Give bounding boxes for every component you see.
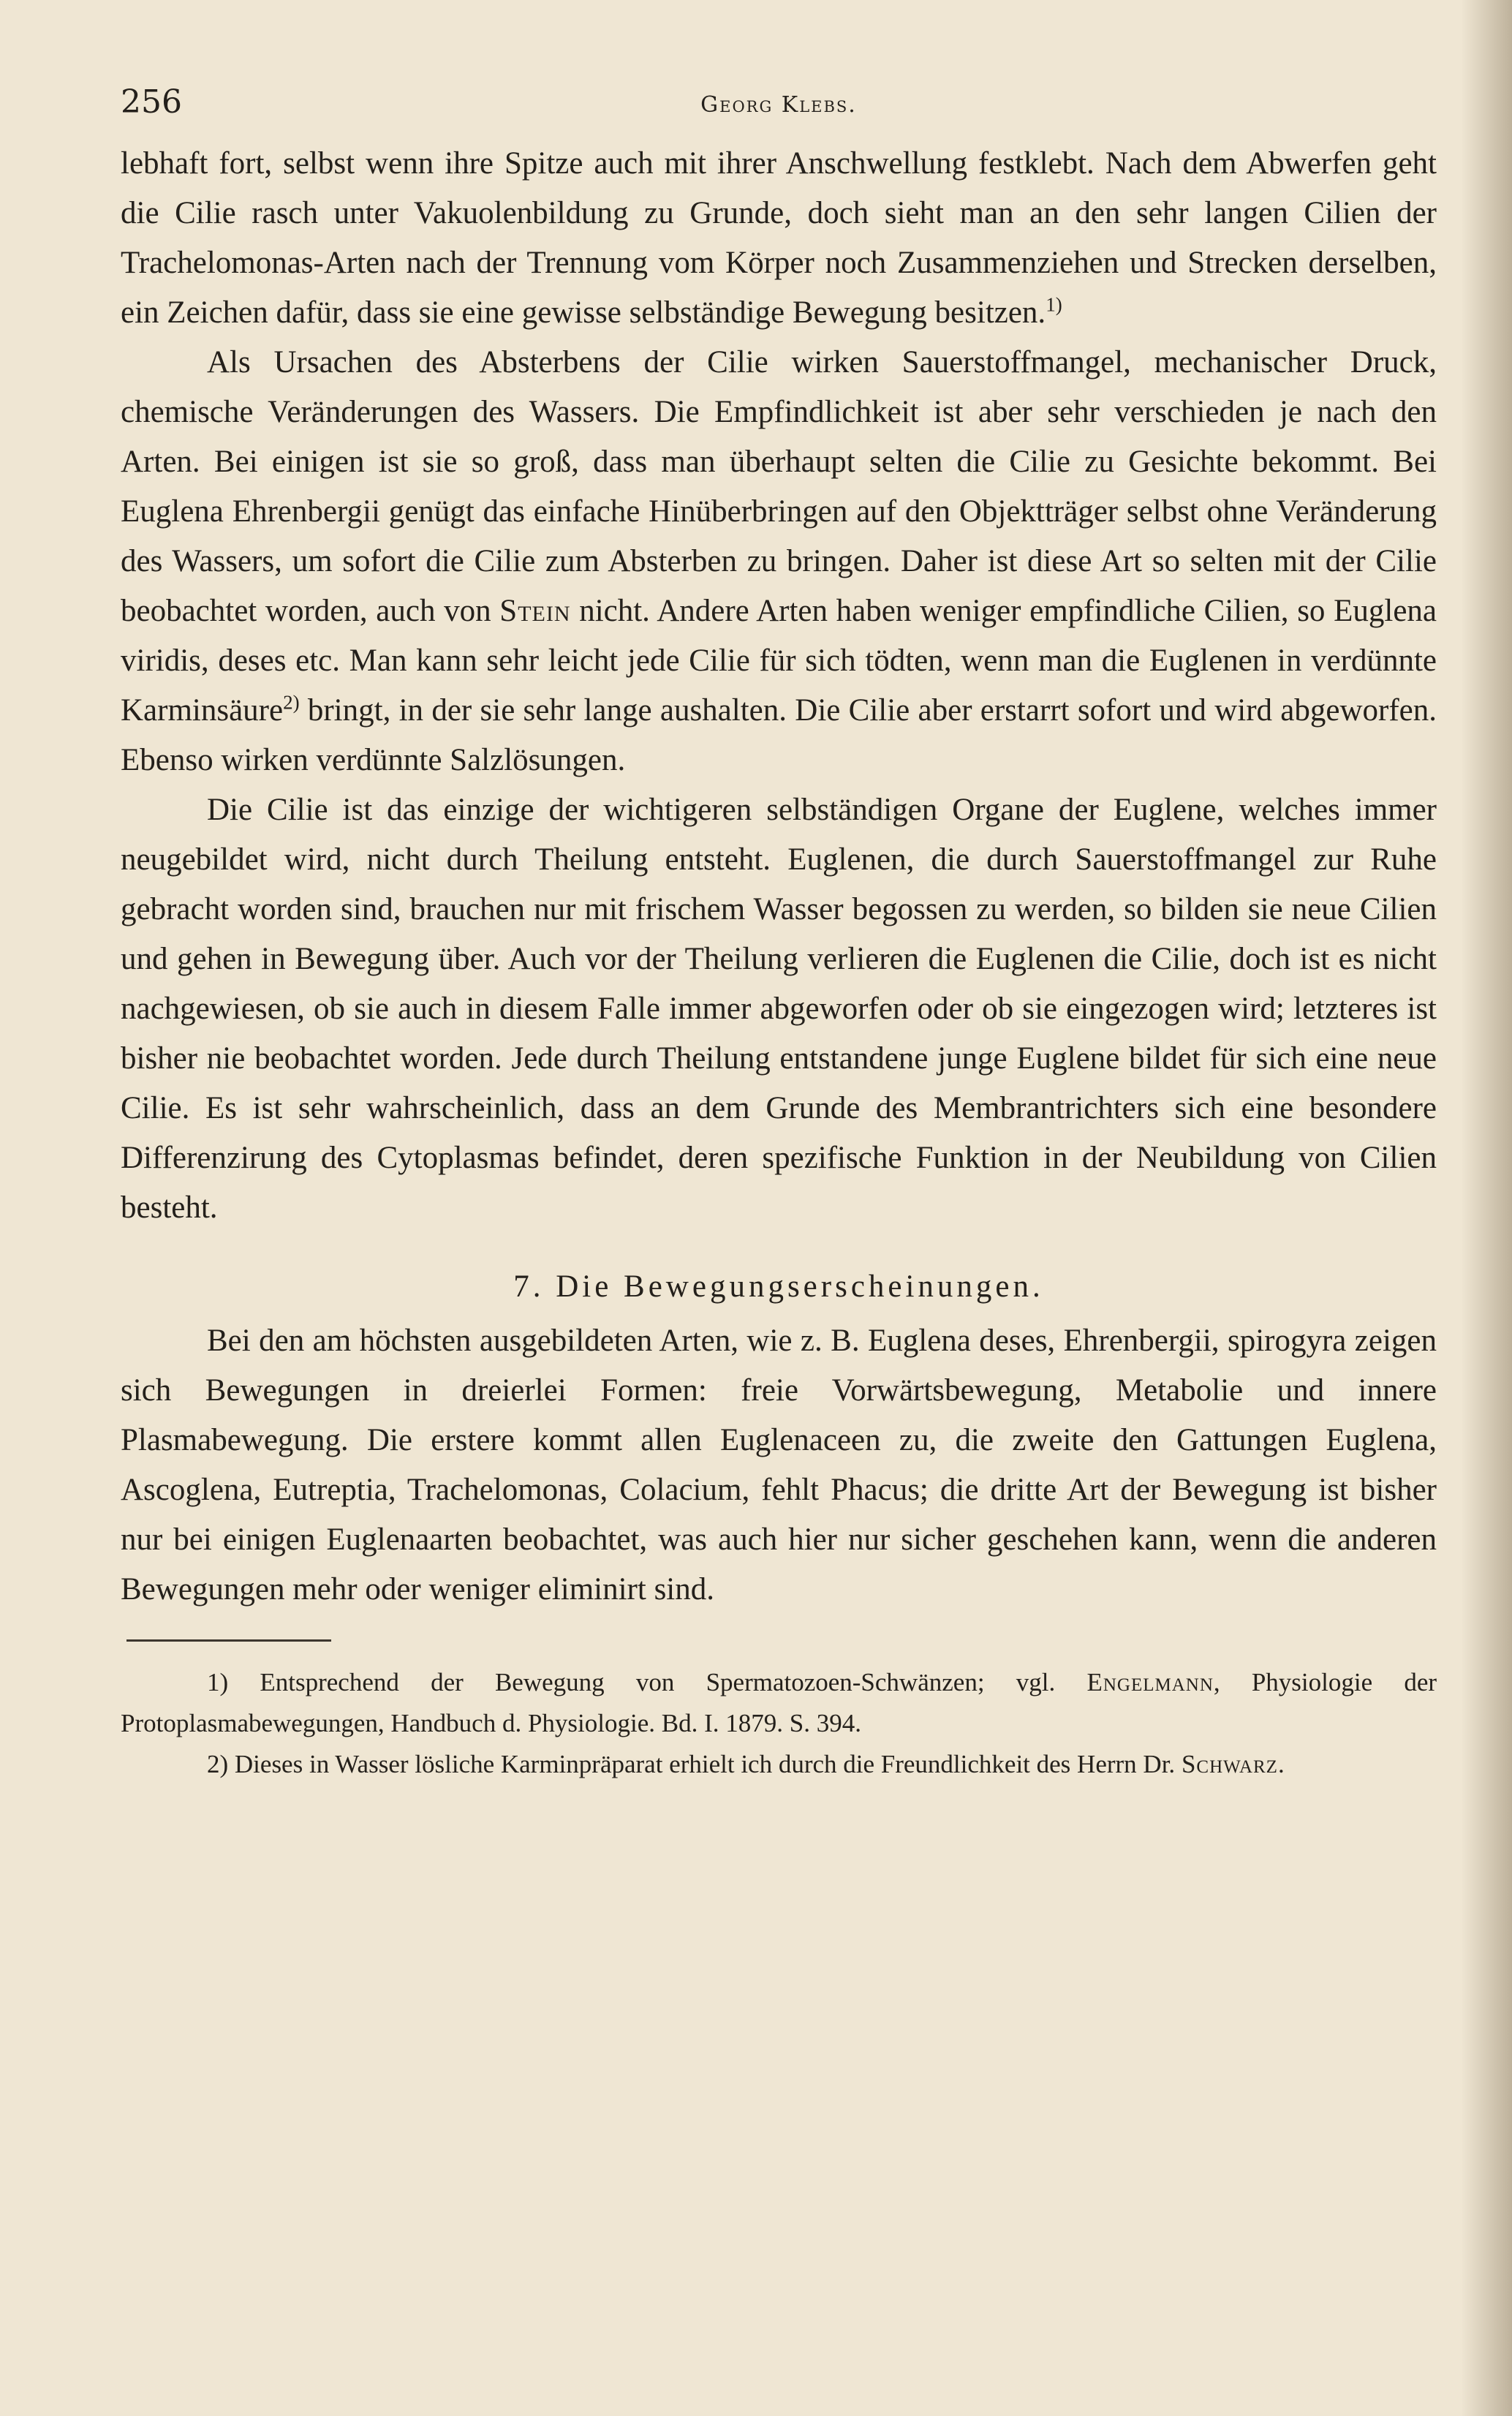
footnote-1 xyxy=(121,1662,1437,1744)
footnote-2-text-a: Dieses in Wasser lösliche Karminpräparat erhielt ich durch die Freundlichkeit des Herrn Dr. xyxy=(234,1750,1176,1778)
section-heading: 7. Die Bewegungserscheinungen. xyxy=(513,1269,1044,1304)
paragraph-2 xyxy=(121,338,1437,785)
author-name-stein: Stein xyxy=(499,594,571,628)
body-text xyxy=(121,139,1437,1615)
paragraph-1-text: lebhaft fort, selbst wenn ihre Spitze auch mit ihrer Anschwellung festklebt. Nach dem Abwerfen geht die Cilie rasch unter Vakuolenbildung zu Grunde, doch sieht man an den sehr langen Cilien der Trachelomonas-Arten nach der Trennung vom Körper noch Zusammenziehen und Strecken derselben, ein Zeichen dafür, dass sie eine gewisse selbständige Bewegung besitzen. xyxy=(121,146,1437,330)
author-name-engelmann: Engelmann xyxy=(1086,1668,1214,1696)
running-head-author: Georg Klebs. xyxy=(700,92,857,118)
page-spine-shadow xyxy=(1461,0,1512,2416)
paragraph-2-text-b: nicht. Andere Arten haben weniger empfindliche Cilien, so Euglena viridis, deses etc. Man kann sehr leicht jede Cilie für sich tödten, wenn man die Euglenen in verdünnte Karminsäure xyxy=(121,594,1437,728)
footnote-ref-1: 1) xyxy=(1046,293,1062,316)
footnote-divider xyxy=(126,1639,331,1642)
footnote-1-marker: 1) xyxy=(207,1668,229,1696)
author-name-schwarz: Schwarz xyxy=(1181,1750,1278,1778)
footnotes xyxy=(121,1662,1437,1785)
paragraph-1 xyxy=(121,139,1437,338)
footnote-1-text-a: Entsprechend der Bewegung von Spermatozoen-Schwänzen; vgl. xyxy=(260,1668,1056,1696)
footnote-2 xyxy=(121,1744,1437,1785)
footnote-2-marker: 2) xyxy=(207,1750,229,1778)
book-page xyxy=(121,73,1437,1785)
running-head xyxy=(121,73,1437,139)
paragraph-4: Bei den am höchsten ausgebildeten Arten, wie z. B. Euglena deses, Ehrenbergii, spirogyra zeigen sich Bewegungen in dreierlei Formen: freie Vorwärtsbewegung, Metabolie und innere Plasmabewegung. Die erstere kommt allen Euglenaceen zu, die zweite den Gattungen Euglena, Ascoglena, Eutreptia, Trachelomonas, Colacium, fehlt Phacus; die dritte Art der Bewegung ist bisher nur bei einigen Euglenaarten beobachtet, was auch hier nur sicher geschehen kann, wenn die anderen Bewegungen mehr oder weniger eliminirt sind. xyxy=(121,1324,1437,1607)
paragraph-2-text-a: Als Ursachen des Absterbens der Cilie wirken Sauerstoffmangel, mechanischer Druck, chemische Veränderungen des Wassers. Die Empfindlichkeit ist aber sehr verschieden je nach den Arten. Bei einigen ist sie so groß, dass man überhaupt selten die Cilie zu Gesichte bekommt. Bei Euglena Ehrenbergii genügt das einfache Hinüberbringen auf den Objektträger selbst ohne Veränderung des Wassers, um sofort die Cilie zum Absterben zu bringen. Daher ist diese Art so selten mit der Cilie beobachtet worden, auch von xyxy=(121,345,1437,628)
footnote-ref-2: 2) xyxy=(283,691,300,714)
footnote-2-text-b: . xyxy=(1277,1750,1285,1778)
page-number: 256 xyxy=(121,83,182,121)
paragraph-3: Die Cilie ist das einzige der wichtigeren selbständigen Organe der Euglene, welches immer neugebildet wird, nicht durch Theilung entsteht. Euglenen, die durch Sauerstoffmangel zur Ruhe gebracht worden sind, brauchen nur mit frischem Wasser begossen zu werden, so bilden sie neue Cilien und gehen in Bewegung über. Auch vor der Theilung verlieren die Euglenen die Cilie, doch ist es nicht nachgewiesen, ob sie auch in diesem Falle immer abgeworfen oder ob sie eingezogen wird; letzteres ist bisher nie beobachtet worden. Jede durch Theilung entstandene junge Euglene bildet für sich eine neue Cilie. Es ist sehr wahrscheinlich, dass an dem Grunde des Membrantrichters sich eine besondere Differenzirung des Cytoplasmas befindet, deren spezifische Funktion in der Neubildung von Cilien besteht. xyxy=(121,793,1437,1225)
paragraph-2-text-c: bringt, in der sie sehr lange aushalten. Die Cilie aber erstarrt sofort und wird abgeworfen. Ebenso wirken verdünnte Salzlösungen. xyxy=(121,693,1437,777)
footnote-1-text-b: , Physiologie der Protoplasmabewegungen, Handbuch d. Physiologie. Bd. I. 1879. S. 394. xyxy=(121,1668,1437,1737)
